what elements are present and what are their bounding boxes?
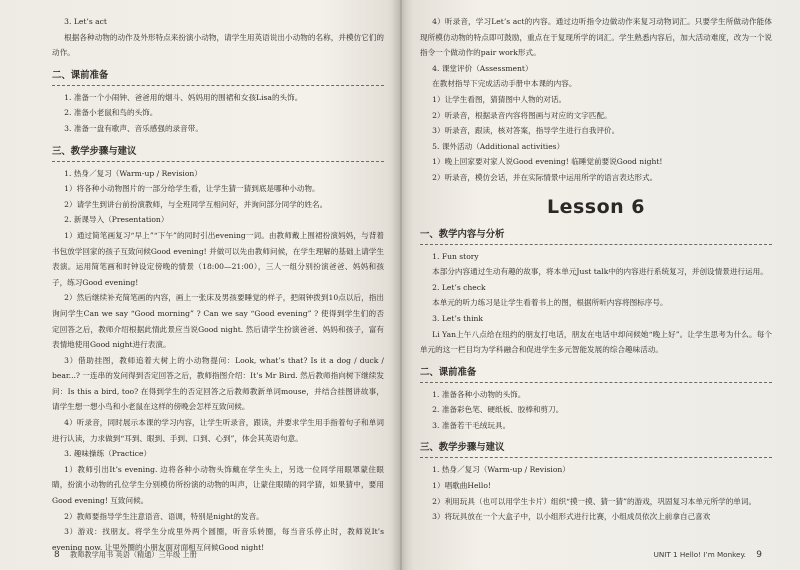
body-paragraph: 3）将玩具放在一个大盒子中，以小组形式进行比赛，小组成员依次上前拿自己喜欢 xyxy=(432,512,711,522)
left-page-number: 8 xyxy=(54,550,60,560)
body-paragraph: 根据各种动物的动作及外形特点来扮演小动物，请学生用英语说出小动物的名称，并模仿它们的动作。 xyxy=(52,32,384,58)
body-paragraph: 2）教师要指导学生注意语音、语调，特别是night的发音。 xyxy=(64,511,264,521)
body-paragraph: 4）听录音，同时展示本课的学习内容，让学生听录音，跟读，并要求学生用手指着句子和单词进行认读，力求做到“耳到、眼到、手到、口到、心到”，体会其英语句意。 xyxy=(52,418,384,443)
body-paragraph: 3. 趣味操练（Practice） xyxy=(64,449,152,459)
body-paragraph: 1. 准备一个小闹钟、爸爸用的烟斗、妈妈用的围裙和女孩Lisa的头饰。 xyxy=(64,92,303,102)
right-footer xyxy=(654,550,770,560)
right-running-title: UNIT 1 Hello! I’m Monkey. xyxy=(653,550,746,559)
body-paragraph: 本单元的听力练习是让学生看着书上的图，根据所听内容将图标序号。 xyxy=(432,298,668,308)
body-paragraph: 2. 准备彩色笔、硬纸板、胶棒和剪刀。 xyxy=(432,405,564,415)
body-paragraph: 4. 课堂评价（Assessment） xyxy=(432,63,533,73)
left-footer xyxy=(46,550,197,560)
body-paragraph: 1. 热身／复习（Warm-up / Revision） xyxy=(432,465,570,475)
body-paragraph: 1. 准备各种小动物的头饰。 xyxy=(432,389,526,399)
body-paragraph: 3. 准备若干毛绒玩具。 xyxy=(432,420,511,430)
body-paragraph: Li Yan上午八点给在纽约的朋友打电话，朋友在电话中却问候她“晚上好”。让学生思考为什么。每个单元的这一栏目均为学科融合和促进学生多元智能发展的综合趣味活动。 xyxy=(420,329,772,355)
body-paragraph: 2. 新课导入（Presentation） xyxy=(64,215,169,225)
section-rule xyxy=(52,85,384,86)
body-paragraph: 本部分内容通过生动有趣的故事，将本单元Just talk中的内容进行系统复习，并创设情景进行运用。 xyxy=(432,267,768,277)
section-heading: 三、教学步骤与建议 xyxy=(52,145,137,157)
left-column xyxy=(52,14,384,555)
body-paragraph: 5. 课外活动（Additional activities） xyxy=(432,141,565,151)
body-paragraph: 1）让学生看图，猜猜图中人物的对话。 xyxy=(432,94,567,104)
section-rule xyxy=(420,244,772,245)
body-paragraph: 1）通过简笔画复习“早上”“下午”的同时引出evening一词。由教师戴上围裙扮演妈妈，与背着书包放学回家的孩子互致问候Good evening! 并做可以先由教师问候，在学生理解的基础上请学生表演。运用简笔画和时钟设定傍晚的情景（18:00—21:00），三人一组分别扮演爸爸、妈妈和孩子，练习Good evening! xyxy=(52,230,384,287)
left-page xyxy=(0,0,398,570)
section-rule xyxy=(52,161,384,162)
body-paragraph: 3）听录音，跟读，核对答案，指导学生进行自我评价。 xyxy=(432,126,620,136)
body-paragraph: 1）唱歌曲Hello! xyxy=(432,481,491,491)
body-paragraph: 1）将各种小动物图片的一部分给学生看，让学生猜一猜到底是哪种小动物。 xyxy=(64,184,320,194)
body-paragraph: 1. 热身／复习（Warm-up / Revision） xyxy=(64,168,202,178)
body-paragraph: 2）利用玩具（也可以用学生卡片）组织“摸一摸、猜一猜”的游戏，巩固复习本单元所学的单词。 xyxy=(432,496,757,506)
left-running-title: 教师教学用书 英语（精通）三年级 上册 xyxy=(70,550,197,559)
body-paragraph: 1）晚上回家要对家人说Good evening! 临睡觉前要说Good night! xyxy=(432,157,663,167)
body-paragraph: 2. Let’s check xyxy=(432,282,486,292)
body-paragraph: 2）听录音，模仿会话，并在实际情景中运用所学的语言表达形式。 xyxy=(432,172,658,182)
body-paragraph: 2. 准备小老鼠和鸟的头饰。 xyxy=(64,108,158,118)
body-paragraph: 3）游戏：找朋友。将学生分成里外两个圆圈，听音乐转圈，每当音乐停止时，教师说It’s evening now. 让里外圈的小朋友面对面相互问候Good night! xyxy=(52,527,384,552)
lesson-title: Lesson 6 xyxy=(546,195,646,218)
body-paragraph: 2）然后继续补充简笔画的内容，画上一张床及男孩要睡觉的样子，把闹钟拨到10点以后，指出询问学生Can we say “Good morning” ? Can we say “Good evening” ? 使得到学生们的否定回答之后，教师介绍根据此情此景应当说Good night. 然后请学生扮演爸爸、妈妈和孩子，富有表情地使用Good night进行表演。 xyxy=(52,293,384,350)
body-paragraph: 1. Fun story xyxy=(432,251,479,261)
right-page-number: 9 xyxy=(756,550,762,560)
section-heading: 三、教学步骤与建议 xyxy=(420,442,505,454)
body-paragraph: 2）听录音，根据录音内容将图画与对应的文字匹配。 xyxy=(432,110,612,120)
body-paragraph: 2）请学生到讲台前扮演教师，与全班同学互相问好，并询问部分同学的姓名。 xyxy=(64,199,328,209)
body-paragraph: 在教材指导下完成活动手册中本课的内容。 xyxy=(432,79,577,89)
body-paragraph: 3. Let’s act xyxy=(64,17,107,26)
body-paragraph: 3. Let’s think xyxy=(432,313,483,323)
section-rule xyxy=(420,457,772,458)
body-paragraph: 4）听录音，学习Let’s act的内容。通过边听指令边做动作来复习动物词汇。只要学生所做动作能体现所模仿动物的特点即可鼓励，重点在于复现所学的词汇。学生熟悉内容后，加大活动难度，改为一个说指令一个做动作的pair work形式。 xyxy=(420,17,772,58)
section-heading: 二、课前准备 xyxy=(420,366,477,378)
right-page xyxy=(402,0,800,570)
body-paragraph: 3）借助挂图，教师追着大树上的小动物提问：Look, what’s that? Is it a dog / duck / bear...? 一连串的发问得到否定回答之后，教师指图介绍：It’s Mr Bird. 然后教师指向树下继续发问：Is this a bird, too? 在得到学生的否定回答之后教师教新单词mouse，并结合挂图讲故事，请学生想一想小鸟和小老鼠在这样的傍晚会怎样互致问候。 xyxy=(52,355,384,412)
body-paragraph: 1）教师引出It’s evening. 边将各种小动物头饰戴在学生头上，另选一位同学用眼罩蒙住眼睛，扮演小动物的孔位学生分别模仿所扮演的动物的叫声，让蒙住眼睛的同学猜，如果猜中，要用Good evening! 互致问候。 xyxy=(52,464,384,506)
right-column xyxy=(420,14,772,525)
section-heading: 一、教学内容与分析 xyxy=(420,228,505,240)
section-heading: 二、课前准备 xyxy=(52,69,109,81)
body-paragraph: 3. 准备一盘有歌声、音乐感强的录音带。 xyxy=(64,123,203,133)
section-rule xyxy=(420,382,772,383)
